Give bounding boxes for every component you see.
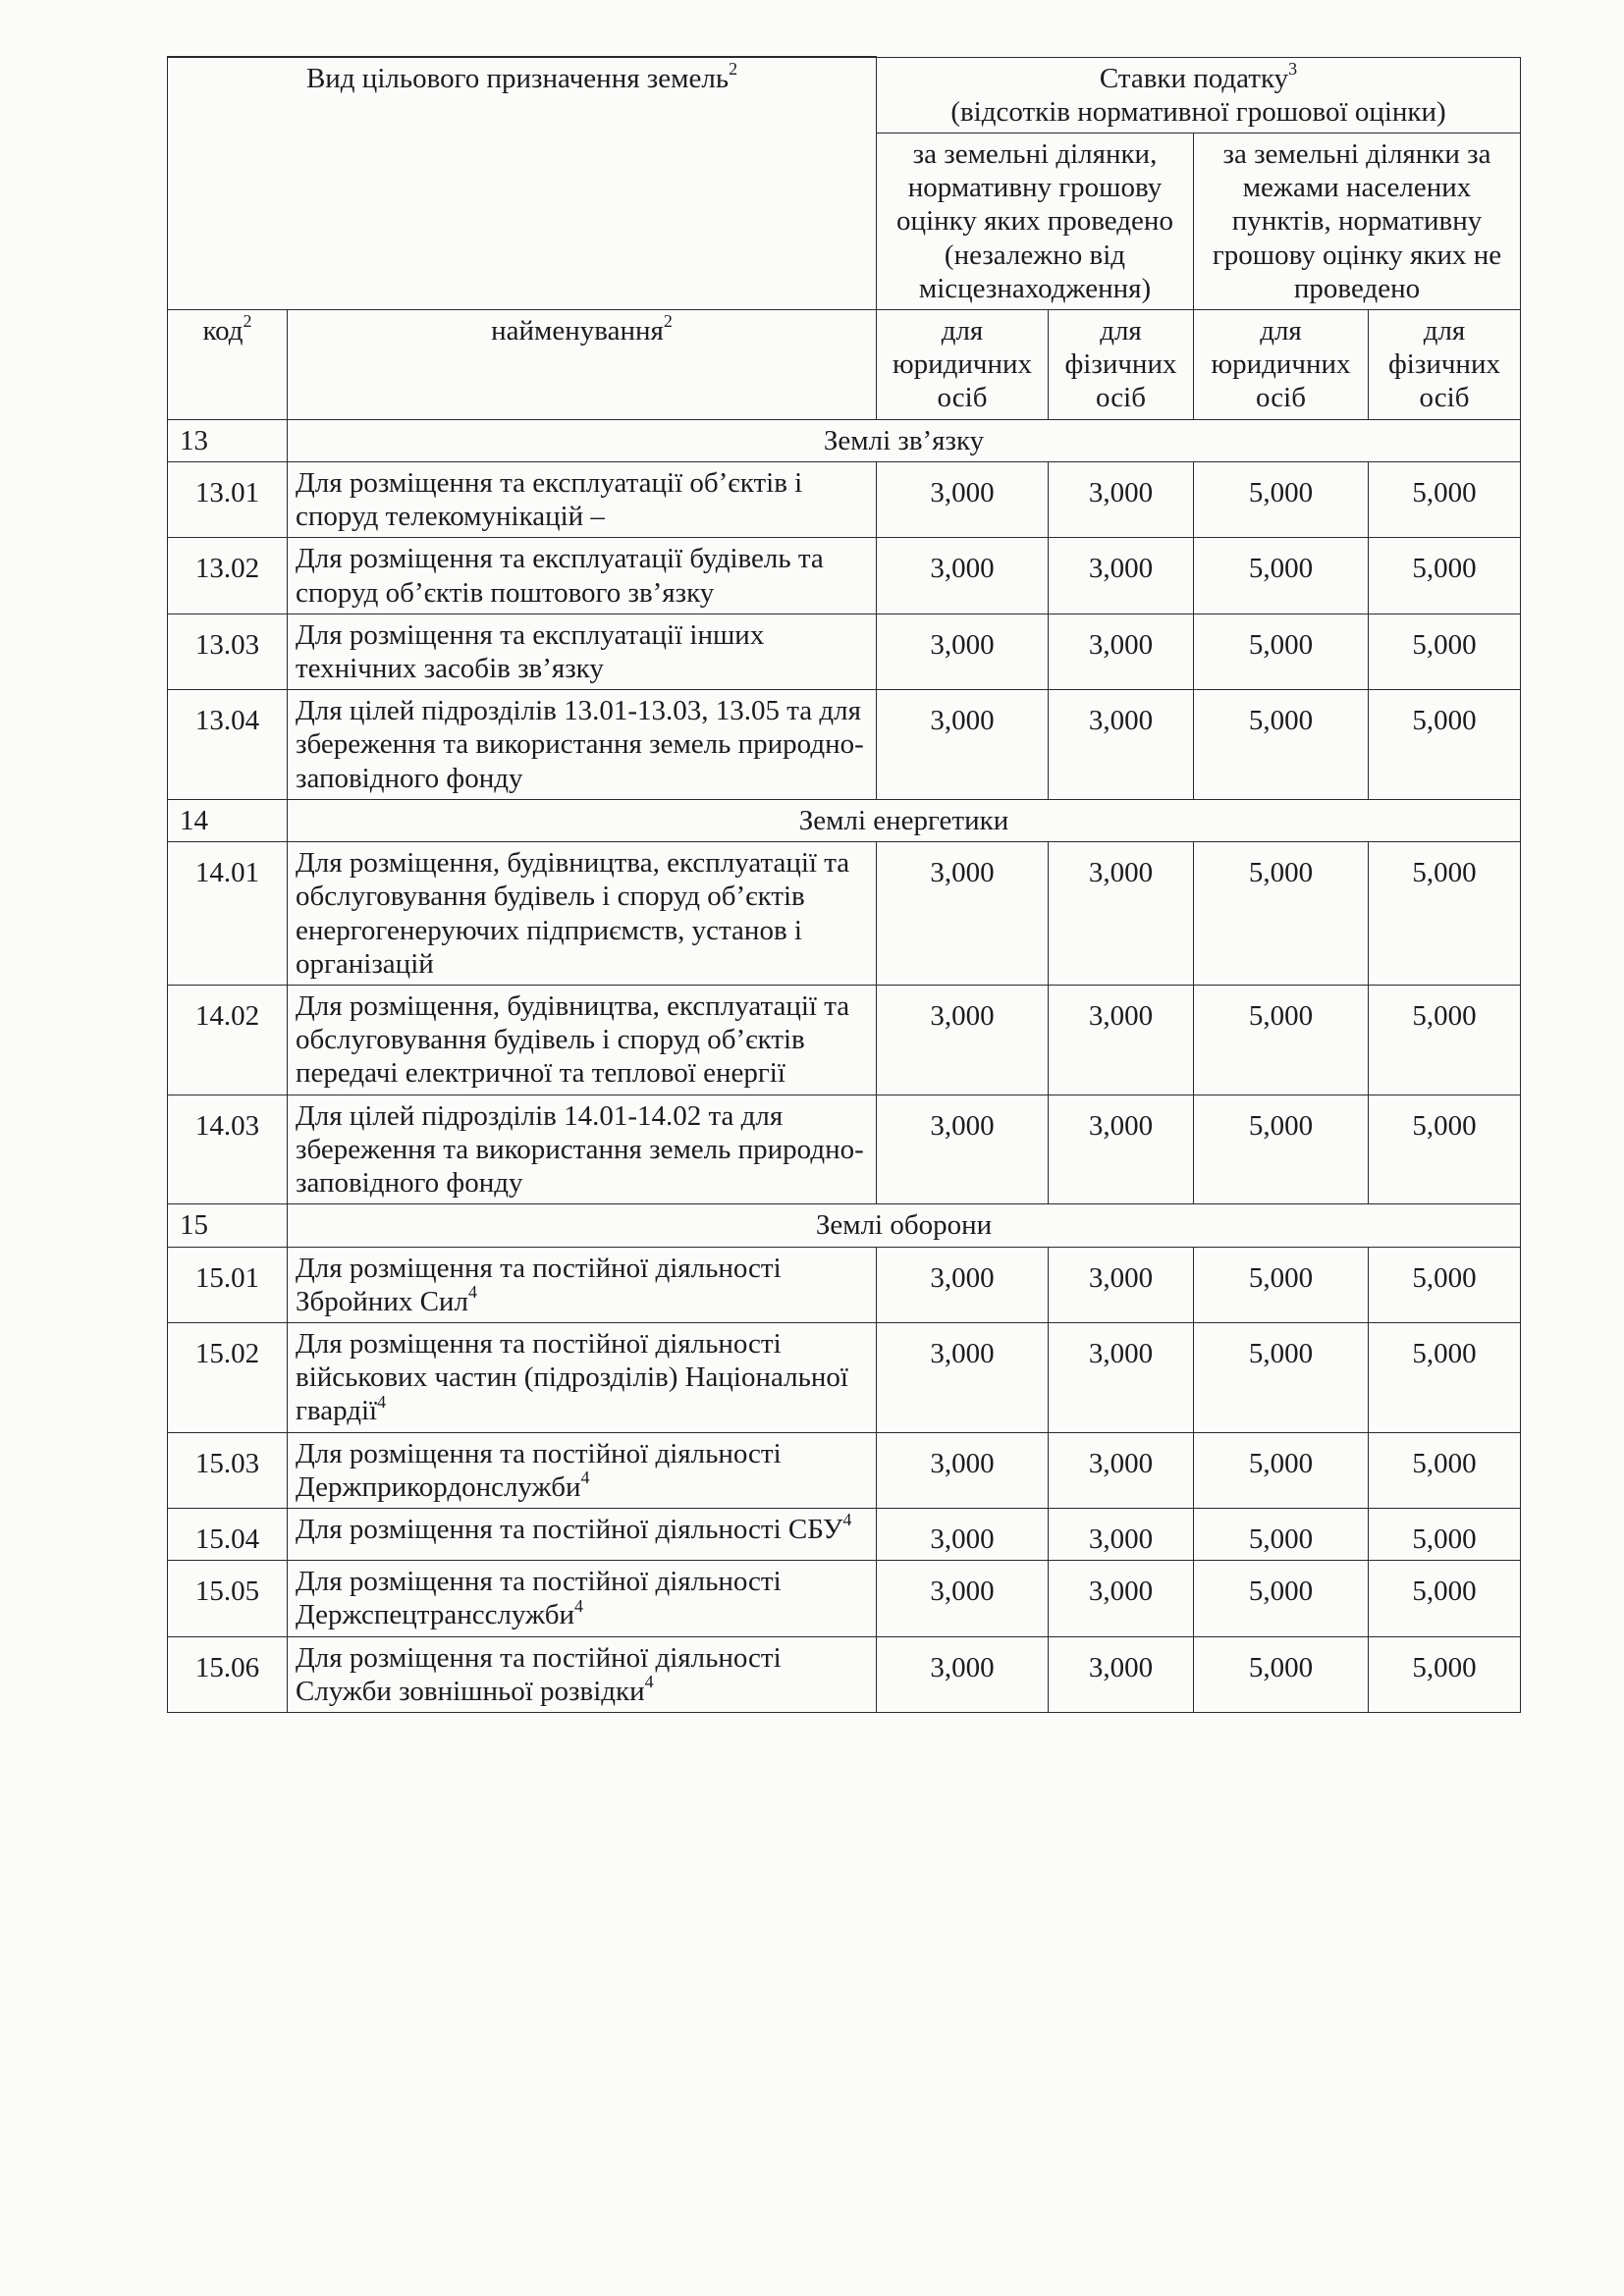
row-name: Для розміщення, будівництва, експлуатації та обслуговування будівель і споруд об’єктів енергогенеруючих підприємств, установ і організацій xyxy=(296,847,850,980)
rate-legal-not-assessed: 5,000 xyxy=(1194,842,1369,986)
table-row xyxy=(168,1636,1521,1712)
rate-legal-assessed: 3,000 xyxy=(877,690,1049,800)
rate-physical-not-assessed: 5,000 xyxy=(1369,1636,1521,1712)
tax-rates-table xyxy=(167,56,1521,1713)
row-code: 14.01 xyxy=(168,842,288,986)
rate-physical-not-assessed: 5,000 xyxy=(1369,1247,1521,1322)
section-code: 14 xyxy=(168,799,288,841)
rate-legal-assessed: 3,000 xyxy=(877,538,1049,614)
legal-header-not-assessed: для юридичних осіб xyxy=(1194,310,1369,420)
rate-physical-not-assessed: 5,000 xyxy=(1369,985,1521,1095)
table-row xyxy=(168,1561,1521,1636)
row-code: 15.04 xyxy=(168,1509,288,1561)
row-name-cell xyxy=(288,985,877,1095)
rate-physical-not-assessed: 5,000 xyxy=(1369,690,1521,800)
section-code: 15 xyxy=(168,1204,288,1247)
rate-legal-not-assessed: 5,000 xyxy=(1194,1095,1369,1204)
rate-physical-not-assessed: 5,000 xyxy=(1369,1432,1521,1508)
row-code: 14.02 xyxy=(168,985,288,1095)
row-name-cell xyxy=(288,461,877,537)
row-name-cell xyxy=(288,538,877,614)
code-header xyxy=(168,310,288,420)
rate-physical-assessed: 3,000 xyxy=(1049,461,1194,537)
row-code: 13.02 xyxy=(168,538,288,614)
row-name-footnote: 4 xyxy=(644,1672,654,1692)
section-row xyxy=(168,419,1521,461)
row-name: Для розміщення та постійної діяльності військових частин (підрозділів) Національної гвардії xyxy=(296,1327,848,1427)
row-name-cell xyxy=(288,1509,877,1561)
section-code: 13 xyxy=(168,419,288,461)
purpose-header xyxy=(168,57,877,310)
row-name-cell xyxy=(288,1247,877,1322)
row-name: Для цілей підрозділів 13.01-13.03, 13.05 та для збереження та використання земель природно-заповідного фонду xyxy=(296,695,864,794)
rate-physical-assessed: 3,000 xyxy=(1049,985,1194,1095)
row-code: 15.03 xyxy=(168,1432,288,1508)
code-header-footnote: 2 xyxy=(243,311,252,332)
row-name: Для розміщення та постійної діяльності Держспецтрансслужби xyxy=(296,1566,782,1631)
rates-title-line1: Ставки податку xyxy=(1099,62,1289,94)
section-title: Землі оборони xyxy=(288,1204,1521,1247)
row-name: Для розміщення, будівництва, експлуатації та обслуговування будівель і споруд об’єктів передачі електричної та теплової енергії xyxy=(296,989,850,1090)
rate-physical-not-assessed: 5,000 xyxy=(1369,538,1521,614)
legal-header-assessed: для юридичних осіб xyxy=(877,310,1049,420)
row-name-cell xyxy=(288,1432,877,1508)
table-row xyxy=(168,1247,1521,1322)
section-title: Землі зв’язку xyxy=(288,419,1521,461)
rate-legal-assessed: 3,000 xyxy=(877,1509,1049,1561)
row-name: Для розміщення та експлуатації будівель та споруд об’єктів поштового зв’язку xyxy=(296,543,824,609)
rates-title-line2: (відсотків нормативної грошової оцінки) xyxy=(950,95,1446,128)
rate-physical-not-assessed: 5,000 xyxy=(1369,461,1521,537)
rate-legal-not-assessed: 5,000 xyxy=(1194,690,1369,800)
row-code: 15.05 xyxy=(168,1561,288,1636)
rate-legal-not-assessed: 5,000 xyxy=(1194,1636,1369,1712)
name-header-footnote: 2 xyxy=(663,311,673,332)
rate-physical-assessed: 3,000 xyxy=(1049,1095,1194,1204)
rate-physical-assessed: 3,000 xyxy=(1049,1561,1194,1636)
row-code: 13.04 xyxy=(168,690,288,800)
rate-legal-assessed: 3,000 xyxy=(877,1247,1049,1322)
row-code: 15.02 xyxy=(168,1322,288,1432)
table-row xyxy=(168,538,1521,614)
rate-legal-assessed: 3,000 xyxy=(877,1636,1049,1712)
row-name: Для цілей підрозділів 14.01-14.02 та для збереження та використання земель природно-заповідного фонду xyxy=(296,1099,864,1200)
rate-legal-not-assessed: 5,000 xyxy=(1194,538,1369,614)
section-title: Землі енергетики xyxy=(288,799,1521,841)
rate-legal-assessed: 3,000 xyxy=(877,614,1049,689)
table-row xyxy=(168,690,1521,800)
row-code: 13.03 xyxy=(168,614,288,689)
row-name-footnote: 4 xyxy=(580,1468,590,1488)
table-row xyxy=(168,842,1521,986)
rate-legal-assessed: 3,000 xyxy=(877,985,1049,1095)
rate-physical-not-assessed: 5,000 xyxy=(1369,1561,1521,1636)
rate-legal-not-assessed: 5,000 xyxy=(1194,461,1369,537)
table-row xyxy=(168,985,1521,1095)
row-name-cell xyxy=(288,1561,877,1636)
rate-physical-assessed: 3,000 xyxy=(1049,1636,1194,1712)
rate-physical-assessed: 3,000 xyxy=(1049,842,1194,986)
rate-physical-assessed: 3,000 xyxy=(1049,690,1194,800)
rate-legal-assessed: 3,000 xyxy=(877,842,1049,986)
row-name-footnote: 4 xyxy=(842,1510,852,1530)
code-header-label: код xyxy=(202,315,244,347)
table-row xyxy=(168,461,1521,537)
rate-physical-assessed: 3,000 xyxy=(1049,1432,1194,1508)
row-code: 15.01 xyxy=(168,1247,288,1322)
name-header xyxy=(288,310,877,420)
table-row xyxy=(168,614,1521,689)
rate-legal-not-assessed: 5,000 xyxy=(1194,1322,1369,1432)
rates-header xyxy=(877,57,1521,133)
row-name-footnote: 4 xyxy=(467,1282,477,1303)
table-body xyxy=(168,419,1521,1712)
rates-title-footnote: 3 xyxy=(1288,58,1298,79)
row-name: Для розміщення та постійної діяльності Держприкордонслужби xyxy=(296,1437,782,1503)
row-name-footnote: 4 xyxy=(377,1391,387,1412)
row-name: Для розміщення та постійної діяльності СБУ xyxy=(296,1514,843,1546)
table-row xyxy=(168,1322,1521,1432)
table-row xyxy=(168,1432,1521,1508)
rate-legal-assessed: 3,000 xyxy=(877,1432,1049,1508)
row-name: Для розміщення та постійної діяльності Служби зовнішньої розвідки xyxy=(296,1641,782,1707)
row-name-cell xyxy=(288,1095,877,1204)
rate-legal-not-assessed: 5,000 xyxy=(1194,1432,1369,1508)
rate-legal-assessed: 3,000 xyxy=(877,461,1049,537)
rate-physical-not-assessed: 5,000 xyxy=(1369,614,1521,689)
group-assessed-header: за земельні ділянки, нормативну грошову оцінку яких проведено (незалежно від місцезнаходження) xyxy=(877,133,1194,309)
physical-header-not-assessed: для фізичних осіб xyxy=(1369,310,1521,420)
row-code: 15.06 xyxy=(168,1636,288,1712)
physical-header-assessed: для фізичних осіб xyxy=(1049,310,1194,420)
rate-physical-assessed: 3,000 xyxy=(1049,538,1194,614)
rate-legal-assessed: 3,000 xyxy=(877,1322,1049,1432)
rate-physical-not-assessed: 5,000 xyxy=(1369,1095,1521,1204)
section-row xyxy=(168,1204,1521,1247)
row-name-cell xyxy=(288,614,877,689)
section-row xyxy=(168,799,1521,841)
rate-physical-not-assessed: 5,000 xyxy=(1369,842,1521,986)
row-code: 13.01 xyxy=(168,461,288,537)
table-row xyxy=(168,1095,1521,1204)
row-name-footnote: 4 xyxy=(573,1595,583,1616)
purpose-title: Вид цільового призначення земель xyxy=(305,63,730,94)
rate-legal-not-assessed: 5,000 xyxy=(1194,1247,1369,1322)
row-name-cell xyxy=(288,842,877,986)
rate-legal-not-assessed: 5,000 xyxy=(1194,1509,1369,1561)
row-code: 14.03 xyxy=(168,1095,288,1204)
row-name-cell xyxy=(288,1636,877,1712)
rate-legal-not-assessed: 5,000 xyxy=(1194,614,1369,689)
rate-legal-assessed: 3,000 xyxy=(877,1095,1049,1204)
rate-physical-assessed: 3,000 xyxy=(1049,1322,1194,1432)
row-name: Для розміщення та експлуатації об’єктів і споруд телекомунікацій – xyxy=(296,466,803,533)
rate-physical-not-assessed: 5,000 xyxy=(1369,1509,1521,1561)
rate-physical-not-assessed: 5,000 xyxy=(1369,1322,1521,1432)
name-header-label: найменування xyxy=(491,315,664,347)
row-name: Для розміщення та експлуатації інших технічних засобів зв’язку xyxy=(296,618,765,684)
group-not-assessed-header: за земельні ділянки за межами населених пунктів, нормативну грошову оцінку яких не проведено xyxy=(1194,133,1521,309)
row-name: Для розміщення та постійної діяльності Збройних Сил xyxy=(296,1252,782,1317)
rate-legal-assessed: 3,000 xyxy=(877,1561,1049,1636)
row-name-cell xyxy=(288,1322,877,1432)
rate-physical-assessed: 3,000 xyxy=(1049,614,1194,689)
rate-legal-not-assessed: 5,000 xyxy=(1194,1561,1369,1636)
rate-legal-not-assessed: 5,000 xyxy=(1194,985,1369,1095)
row-name-cell xyxy=(288,690,877,800)
rate-physical-assessed: 3,000 xyxy=(1049,1509,1194,1561)
table-row xyxy=(168,1509,1521,1561)
purpose-title-footnote: 2 xyxy=(729,59,738,80)
rate-physical-assessed: 3,000 xyxy=(1049,1247,1194,1322)
